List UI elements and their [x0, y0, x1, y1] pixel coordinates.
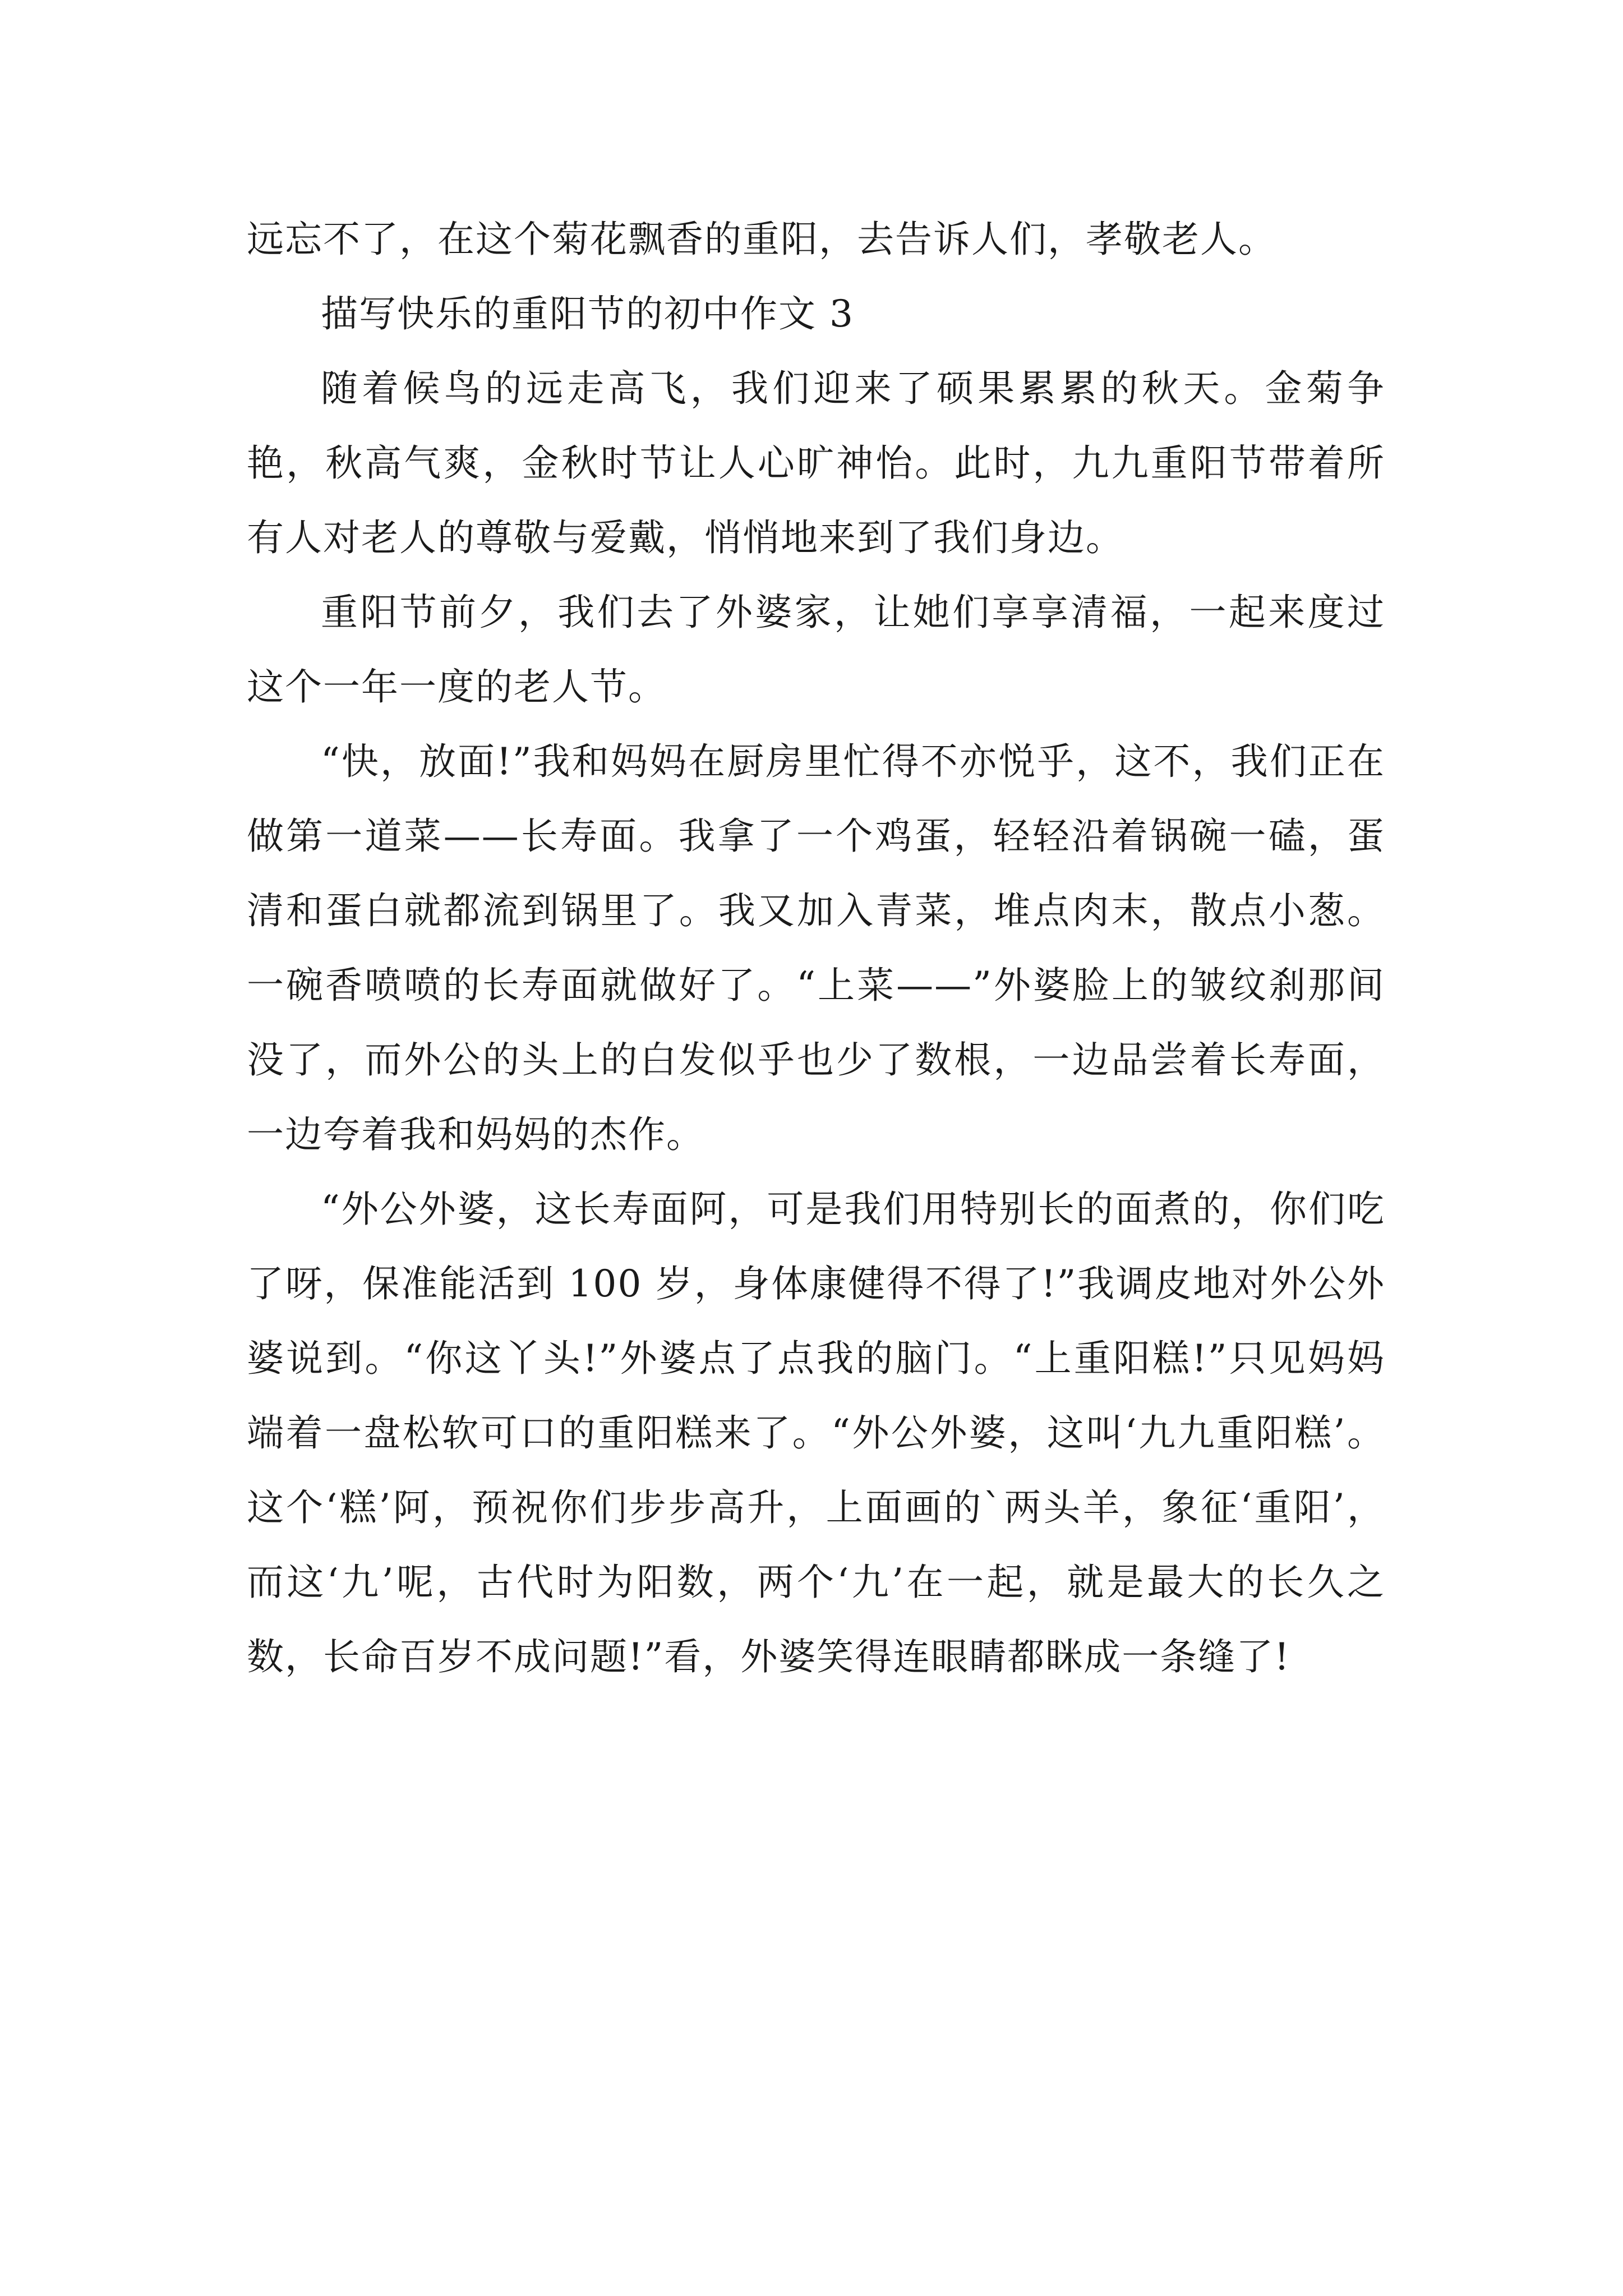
paragraph: “外公外婆，这长寿面阿，可是我们用特别长的面煮的，你们吃了呀，保准能活到 100 岁，身体康健得不得了!”我调皮地对外公外婆说到。“你这丫头!”外婆点了点我的脑门。“上重阳糕!”只见妈妈端着一盘松软可口的重阳糕来了。“外公外婆，这叫‘九九重阳糕’。这个‘糕’阿，预祝你们步步高升，上面画的`两头羊，象征‘重阳’，而这‘九’呢，古代时为阳数，两个‘九’在一起，就是最大的长久之数，长命百岁不成问题!”看，外婆笑得连眼睛都眯成一条缝了! [247, 1188, 1385, 1678]
paragraph-closing-line: 远忘不了，在这个菊花飘香的重阳，去告诉人们，孝敬老人。 [247, 218, 1276, 261]
paragraph: 重阳节前夕，我们去了外婆家，让她们享享清福，一起来度过这个一年一度的老人节。 [247, 591, 1385, 708]
paragraph: “快，放面!”我和妈妈在厨房里忙得不亦悦乎，这不，我们正在做第一道菜——长寿面。我拿了一个鸡蛋，轻轻沿着锅碗一磕，蛋清和蛋白就都流到锅里了。我又加入青菜，堆点肉末，散点小葱。一碗香喷喷的长寿面就做好了。“上菜——”外婆脸上的皱纹刹那间没了，而外公的头上的白发似乎也少了数根，一边品尝着长寿面，一边夸着我和妈妈的杰作。 [247, 740, 1385, 1156]
document-body [247, 202, 1385, 1694]
essay-heading: 描写快乐的重阳节的初中作文 3 [321, 292, 854, 335]
paragraph: 随着候鸟的远走高飞，我们迎来了硕果累累的秋天。金菊争艳，秋高气爽，金秋时节让人心旷神怡。此时，九九重阳节带着所有人对老人的尊敬与爱戴，悄悄地来到了我们身边。 [247, 367, 1385, 559]
